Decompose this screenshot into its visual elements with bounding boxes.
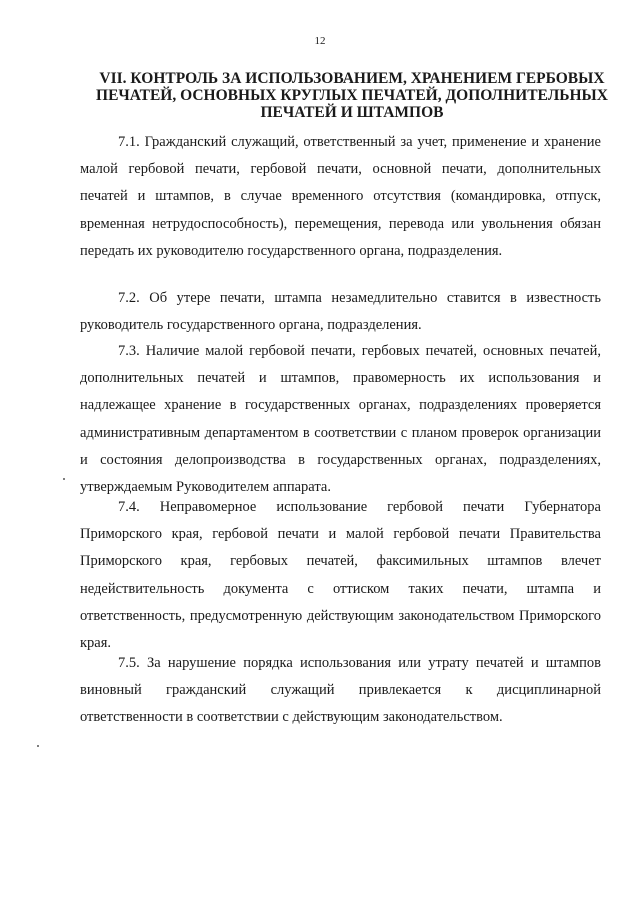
paragraph-7-2: 7.2. Об утере печати, штампа незамедлительно ставится в известность руководитель государственного органа, подразделения.: [80, 290, 601, 334]
paragraph-7-3: 7.3. Наличие малой гербовой печати, гербовых печатей, основных печатей, дополнительных печатей и штампов, правомерность их использования и надлежащее хранение в государственных органах, подразделениях проверяется административным департаментом в соответствии с планом проверок организации и состояния делопроизводства в государственных органах, подразделениях, утверждаемым Руководителем аппарата.: [80, 343, 601, 496]
scan-speck: [63, 478, 65, 480]
paragraph-7-1: 7.1. Гражданский служащий, ответственный за учет, применение и хранение малой гербовой печати, гербовой печати, основной печати, дополнительных печатей и штампов, в случае временного отсутствия (командировка, отпуск, временная нетрудоспособность), перемещения, перевода или увольнения обязан передать их руководителю государственного органа, подразделения.: [80, 134, 601, 259]
page-number: 12: [314, 35, 326, 47]
scan-speck: [37, 745, 39, 747]
section-title: VII. КОНТРОЛЬ ЗА ИСПОЛЬЗОВАНИЕМ, ХРАНЕНИЕМ ГЕРБОВЫХ ПЕЧАТЕЙ, ОСНОВНЫХ КРУГЛЫХ ПЕЧАТЕЙ, ДОПОЛНИТЕЛЬНЫХ ПЕЧАТЕЙ И ШТАМПОВ: [96, 70, 608, 121]
paragraph-7-4: 7.4. Неправомерное использование гербовой печати Губернатора Приморского края, гербовой печати и малой гербовой печати Правительства Приморского края, гербовых печатей, факсимильных штампов влечет недействительность документа с оттиском таких печати, штампа и ответственность, предусмотренную действующим законодательством Приморского края.: [80, 499, 601, 652]
paragraph-7-5: 7.5. За нарушение порядка использования или утрату печатей и штампов виновный гражданский служащий привлекается к дисциплинарной ответственности в соответствии с действующим законодательством.: [80, 655, 601, 726]
